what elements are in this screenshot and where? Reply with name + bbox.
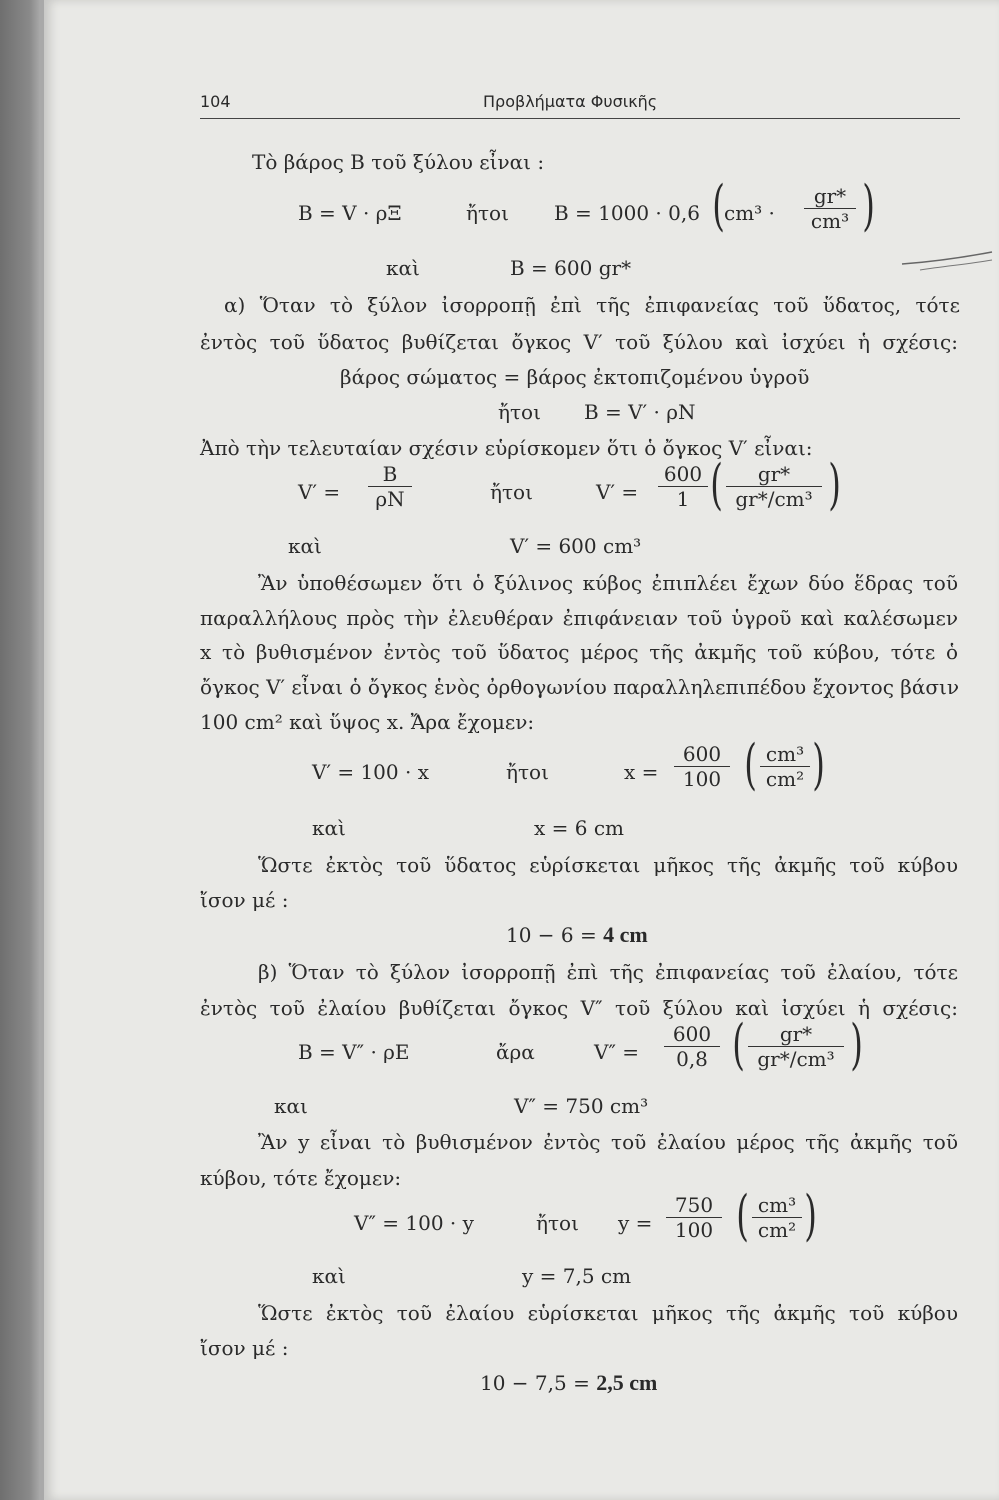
connective: ἤτοι [466, 201, 509, 225]
text-line: ἴσον μέ : [200, 1336, 289, 1360]
result-expression: 10 − 6 = [506, 923, 597, 947]
result-expression: 10 − 7,5 = [480, 1371, 590, 1395]
denominator: 1 [676, 487, 690, 511]
equation: V″ = 100 · y [354, 1211, 474, 1235]
numerator: 750 [666, 1195, 722, 1218]
equation: x = [624, 760, 659, 784]
denominator: gr*/cm³ [735, 487, 813, 511]
right-paren: ) [812, 733, 825, 796]
equation: V″ = 750 cm³ [514, 1094, 649, 1118]
left-paren: ( [732, 1013, 745, 1076]
numerator: 600 [664, 1024, 720, 1047]
connective: καὶ [386, 256, 420, 280]
equation: Β = V″ · ρΕ [298, 1040, 410, 1064]
result-value: 4 cm [603, 922, 648, 947]
numerator: gr* [726, 464, 822, 487]
left-paren: ( [712, 174, 725, 237]
connective: ἤτοι [498, 400, 541, 424]
equation: V′ = 600 cm³ [510, 534, 642, 558]
equation: Β = 600 gr* [510, 256, 632, 280]
left-paren: ( [710, 453, 723, 516]
unit: cm³ · [724, 201, 775, 225]
left-paren: ( [736, 1184, 749, 1247]
right-paren: ) [828, 453, 841, 516]
equation: Β = V · ρΞ [298, 201, 402, 225]
text-line: Ἀπὸ τὴν τελευταίαν σχέσιν εὑρίσκομεν ὅτι ὁ ὄγκος V′ εἶναι: [200, 436, 813, 460]
denominator: 100 [682, 767, 722, 791]
text-line: Τὸ βάρος Β τοῦ ξύλου εἶναι : [252, 150, 545, 174]
text-line: Ἂν y εἶναι τὸ βυθισμένον ἐντὸς τοῦ ἐλαίου μέρος τῆς ἀκμῆς τοῦ [258, 1130, 958, 1154]
text-line: κύβου, τότε ἔχομεν: [200, 1166, 402, 1190]
page-number: 104 [200, 92, 231, 111]
text-line: Ὥστε ἐκτὸς τοῦ ὕδατος εὑρίσκεται μῆκος τῆς ἀκμῆς τοῦ κύβου [258, 853, 958, 877]
right-paren: ) [850, 1013, 863, 1076]
equation: V″ = [594, 1040, 640, 1064]
right-paren: ) [804, 1184, 817, 1247]
fraction [726, 464, 822, 509]
connective: καὶ [312, 1264, 346, 1288]
text-line: ὄγκος V′ εἶναι ὁ ὄγκος ἑνὸς ὀρθογωνίου παραλληλεπιπέδου ἔχοντος βάσιν [200, 675, 959, 699]
right-paren: ) [862, 174, 875, 237]
denominator: 100 [674, 1218, 714, 1242]
page-header [200, 92, 960, 119]
equation: Β = V′ · ρΝ [584, 400, 696, 424]
text-line: x τὸ βυθισμένον ἐντὸς τοῦ ὕδατος μέρος τῆς ἀκμῆς τοῦ κύβου, τότε ὁ [200, 640, 958, 664]
running-title: Προβλήματα Φυσικῆς [483, 92, 658, 111]
numerator: 600 [674, 744, 730, 767]
text-line: Ἂν ὑποθέσωμεν ὅτι ὁ ξύλινος κύβος ἐπιπλέει ἔχων δύο ἕδρας τοῦ [258, 571, 958, 595]
result-value: 2,5 cm [596, 1370, 658, 1395]
connective: ἤτοι [506, 760, 549, 784]
fraction [368, 464, 412, 509]
text-line: βάρος σώματος = βάρος ἐκτοπιζομένου ὑγροῦ [340, 365, 810, 389]
connective: ἄρα [496, 1040, 535, 1064]
equation: y = [618, 1211, 653, 1235]
equation: Β = 1000 · 0,6 [554, 201, 700, 225]
equation: x = 6 cm [534, 816, 624, 840]
denominator: cm³ [810, 209, 850, 233]
denominator: ρΝ [375, 487, 405, 511]
text-line: 100 cm² καὶ ὕψος x. Ἄρα ἔχομεν: [200, 710, 535, 734]
equation: V′ = [596, 480, 639, 504]
numerator: 600 [658, 464, 708, 487]
denominator: gr*/cm³ [757, 1047, 835, 1071]
left-paren: ( [744, 733, 757, 796]
pencil-mark [900, 250, 995, 290]
equation: y = 7,5 cm [522, 1264, 632, 1288]
text-line: ἐντὸς τοῦ ἐλαίου βυθίζεται ὄγκος V″ τοῦ ξύλου καὶ ἰσχύει ἡ σχέσις: [200, 996, 958, 1020]
denominator: 0,8 [676, 1047, 708, 1071]
denominator: cm² [765, 767, 805, 791]
equation: V′ = [298, 480, 341, 504]
equation: V′ = 100 · x [312, 760, 429, 784]
fraction [752, 1195, 802, 1240]
fraction [666, 1195, 722, 1240]
text-line: α) Ὅταν τὸ ξύλον ἰσορροπῇ ἐπὶ τῆς ἐπιφανείας τοῦ ὕδατος, τότε [224, 293, 960, 317]
result [506, 924, 648, 946]
numerator: gr* [748, 1024, 844, 1047]
connective: ἤτοι [490, 480, 533, 504]
text-line: β) Ὅταν τὸ ξύλον ἰσορροπῇ ἐπὶ τῆς ἐπιφανείας τοῦ ἐλαίου, τότε [258, 960, 958, 984]
text-line: ἐντὸς τοῦ ὕδατος βυθίζεται ὄγκος V′ τοῦ ξύλου καὶ ἰσχύει ἡ σχέσις: [200, 330, 958, 354]
numerator: cm³ [752, 1195, 802, 1218]
connective: ἤτοι [536, 1211, 579, 1235]
text-line: Ὥστε ἐκτὸς τοῦ ἐλαίου εὑρίσκεται μῆκος τῆς ἀκμῆς τοῦ κύβου [258, 1301, 958, 1325]
connective: καὶ [312, 816, 346, 840]
denominator: cm² [757, 1218, 797, 1242]
text-line: ἴσον μέ : [200, 888, 289, 912]
fraction [760, 744, 810, 789]
connective: καὶ [288, 534, 322, 558]
numerator: cm³ [760, 744, 810, 767]
connective: και [274, 1094, 308, 1118]
numerator: Β [368, 464, 412, 487]
fraction [658, 464, 708, 509]
fraction [804, 186, 856, 231]
fraction [674, 744, 730, 789]
fraction [664, 1024, 720, 1069]
fraction [748, 1024, 844, 1069]
text-line: παραλλήλους πρὸς τὴν ἐλευθέραν ἐπιφάνειαν τοῦ ὑγροῦ καὶ καλέσωμεν [200, 606, 958, 630]
numerator: gr* [804, 186, 856, 209]
result [480, 1372, 657, 1394]
